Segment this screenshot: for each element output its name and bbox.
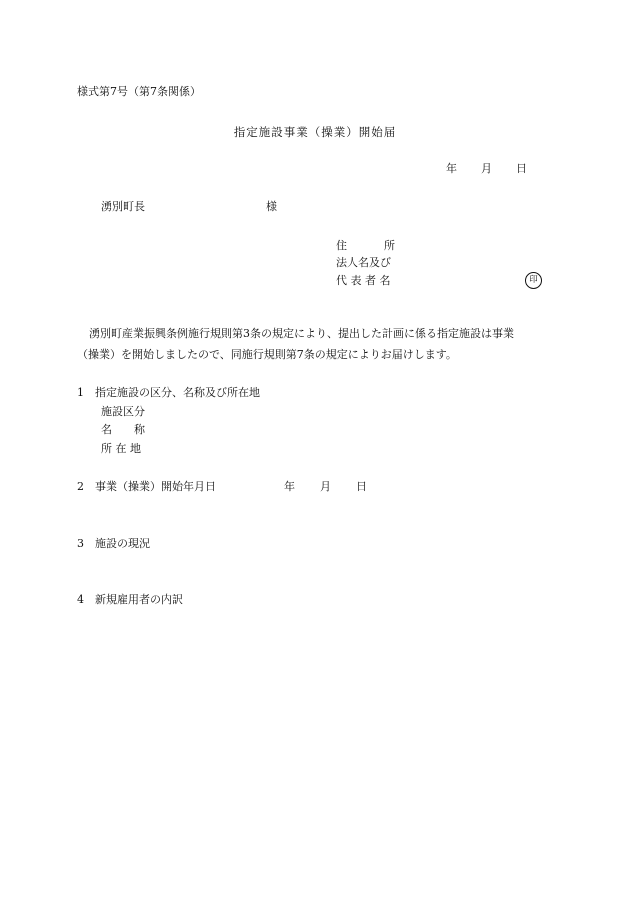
date-day-label: 日 — [516, 162, 527, 175]
corporation-name-label: 法人名及び — [336, 256, 391, 269]
body-text-line-1: 湧別町産業振興条例施行規則第3条の規定により、提出した計画に係る指定施設は事業 — [89, 327, 514, 340]
start-date-year-label: 年 — [284, 480, 295, 493]
address-label: 住 — [336, 239, 347, 252]
honorific: 様 — [266, 200, 277, 213]
addressee: 湧別町長 — [101, 200, 145, 213]
start-date-month-label: 月 — [320, 480, 331, 493]
section-3-title: 3 施設の現況 — [77, 537, 150, 550]
date-year-label: 年 — [446, 162, 457, 175]
body-text-line-2: （操業）を開始しましたので、同施行規則第7条の規定によりお届けします。 — [77, 348, 457, 361]
document-title: 指定施設事業（操業）開始届 — [233, 125, 397, 139]
facility-category-label: 施設区分 — [101, 405, 145, 418]
section-1-title: 1 指定施設の区分、名称及び所在地 — [77, 386, 260, 399]
date-month-label: 月 — [481, 162, 492, 175]
section-2-title: 2 事業（操業）開始年月日 — [77, 480, 216, 493]
facility-location-label: 所 在 地 — [101, 442, 141, 455]
form-number: 様式第7号（第7条関係） — [77, 85, 201, 98]
start-date-day-label: 日 — [356, 480, 367, 493]
address-label-2: 所 — [384, 239, 395, 252]
representative-name-label: 代 表 者 名 — [336, 274, 391, 287]
facility-name-label: 名 称 — [101, 423, 145, 436]
seal-mark: 印 — [525, 272, 542, 289]
section-4-title: 4 新規雇用者の内訳 — [77, 593, 183, 606]
